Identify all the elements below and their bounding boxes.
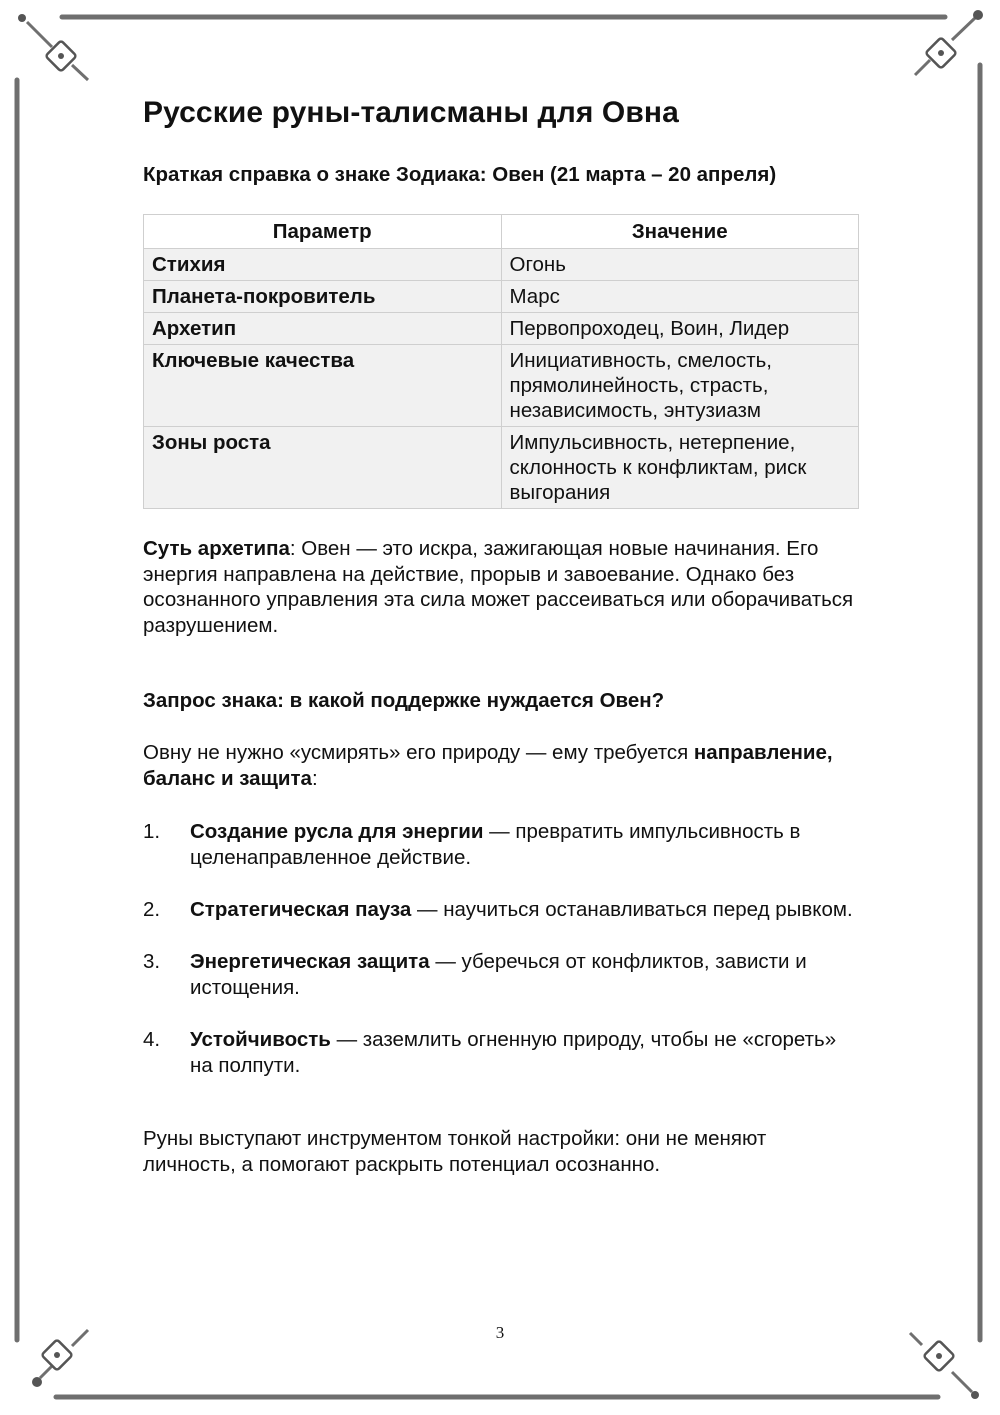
column-header: Параметр bbox=[144, 215, 502, 249]
column-header: Значение bbox=[501, 215, 859, 249]
list-item bbox=[143, 1027, 859, 1079]
table-row bbox=[144, 249, 859, 281]
list-number: 3. bbox=[143, 950, 161, 973]
needs-list bbox=[143, 819, 859, 1105]
essence-label: Суть архетипа bbox=[143, 537, 290, 560]
table-cell-param: Архетип bbox=[144, 313, 502, 345]
table-cell-value: Инициативность, смелость, прямолинейность, страсть, независимость, энтузиазм bbox=[501, 345, 859, 427]
table-cell-value: Первопроходец, Воин, Лидер bbox=[501, 313, 859, 345]
table-cell-param: Стихия bbox=[144, 249, 502, 281]
intro-end: : bbox=[311, 767, 318, 790]
list-item-text: — заземлить огненную природу, чтобы не «сгореть» на полпути. bbox=[190, 1028, 837, 1077]
page-content bbox=[143, 96, 859, 1176]
table-cell-value: Импульсивность, нетерпение, склонность к конфликтам, риск выгорания bbox=[501, 427, 859, 509]
essence-paragraph bbox=[143, 536, 859, 638]
table-row bbox=[144, 345, 859, 427]
table-row bbox=[144, 313, 859, 345]
request-heading: Запрос знака: в какой поддержке нуждается Овен? bbox=[143, 689, 665, 712]
list-item-bold: Устойчивость bbox=[190, 1028, 331, 1051]
list-item-bold: Создание русла для энергии bbox=[190, 820, 484, 843]
intro-text: Овну не нужно «усмирять» его природу — ему требуется bbox=[143, 741, 694, 764]
closing-paragraph: Руны выступают инструментом тонкой настройки: они не меняют личность, а помогают раскрыть потенциал осознанно. bbox=[143, 1127, 767, 1176]
list-item bbox=[143, 819, 859, 871]
intro-bold: направление, баланс и защита bbox=[143, 741, 833, 790]
list-item bbox=[143, 897, 859, 923]
table-header-row bbox=[144, 215, 859, 249]
list-item-bold: Стратегическая пауза bbox=[190, 898, 412, 921]
list-number: 1. bbox=[143, 820, 161, 843]
zodiac-table bbox=[143, 214, 859, 509]
table-row bbox=[144, 281, 859, 313]
intro-paragraph bbox=[143, 740, 859, 792]
table-cell-param: Ключевые качества bbox=[144, 345, 502, 427]
page-title: Русские руны-талисманы для Овна bbox=[143, 96, 679, 129]
list-number: 4. bbox=[143, 1028, 161, 1051]
section-subtitle: Краткая справка о знаке Зодиака: Овен (21 марта – 20 апреля) bbox=[143, 163, 777, 186]
page-number: 3 bbox=[495, 1323, 505, 1342]
list-item-bold: Энергетическая защита bbox=[190, 950, 430, 973]
essence-text: : Овен — это искра, зажигающая новые начинания. Его энергия направлена на действие, прорыв и завоевание. Однако без осознанного управления эта сила может рассеиваться или оборачиваться разрушением. bbox=[143, 537, 854, 637]
list-item-text: — уберечься от конфликтов, зависти и истощения. bbox=[190, 950, 807, 999]
list-item-text: — научиться останавливаться перед рывком. bbox=[411, 898, 853, 921]
table-cell-value: Огонь bbox=[501, 249, 859, 281]
table-cell-param: Зоны роста bbox=[144, 427, 502, 509]
list-item bbox=[143, 949, 859, 1001]
list-item-text: — превратить импульсивность в целенаправленное действие. bbox=[190, 820, 801, 869]
table-cell-param: Планета-покровитель bbox=[144, 281, 502, 313]
list-number: 2. bbox=[143, 898, 161, 921]
table-row bbox=[144, 427, 859, 509]
table-cell-value: Марс bbox=[501, 281, 859, 313]
